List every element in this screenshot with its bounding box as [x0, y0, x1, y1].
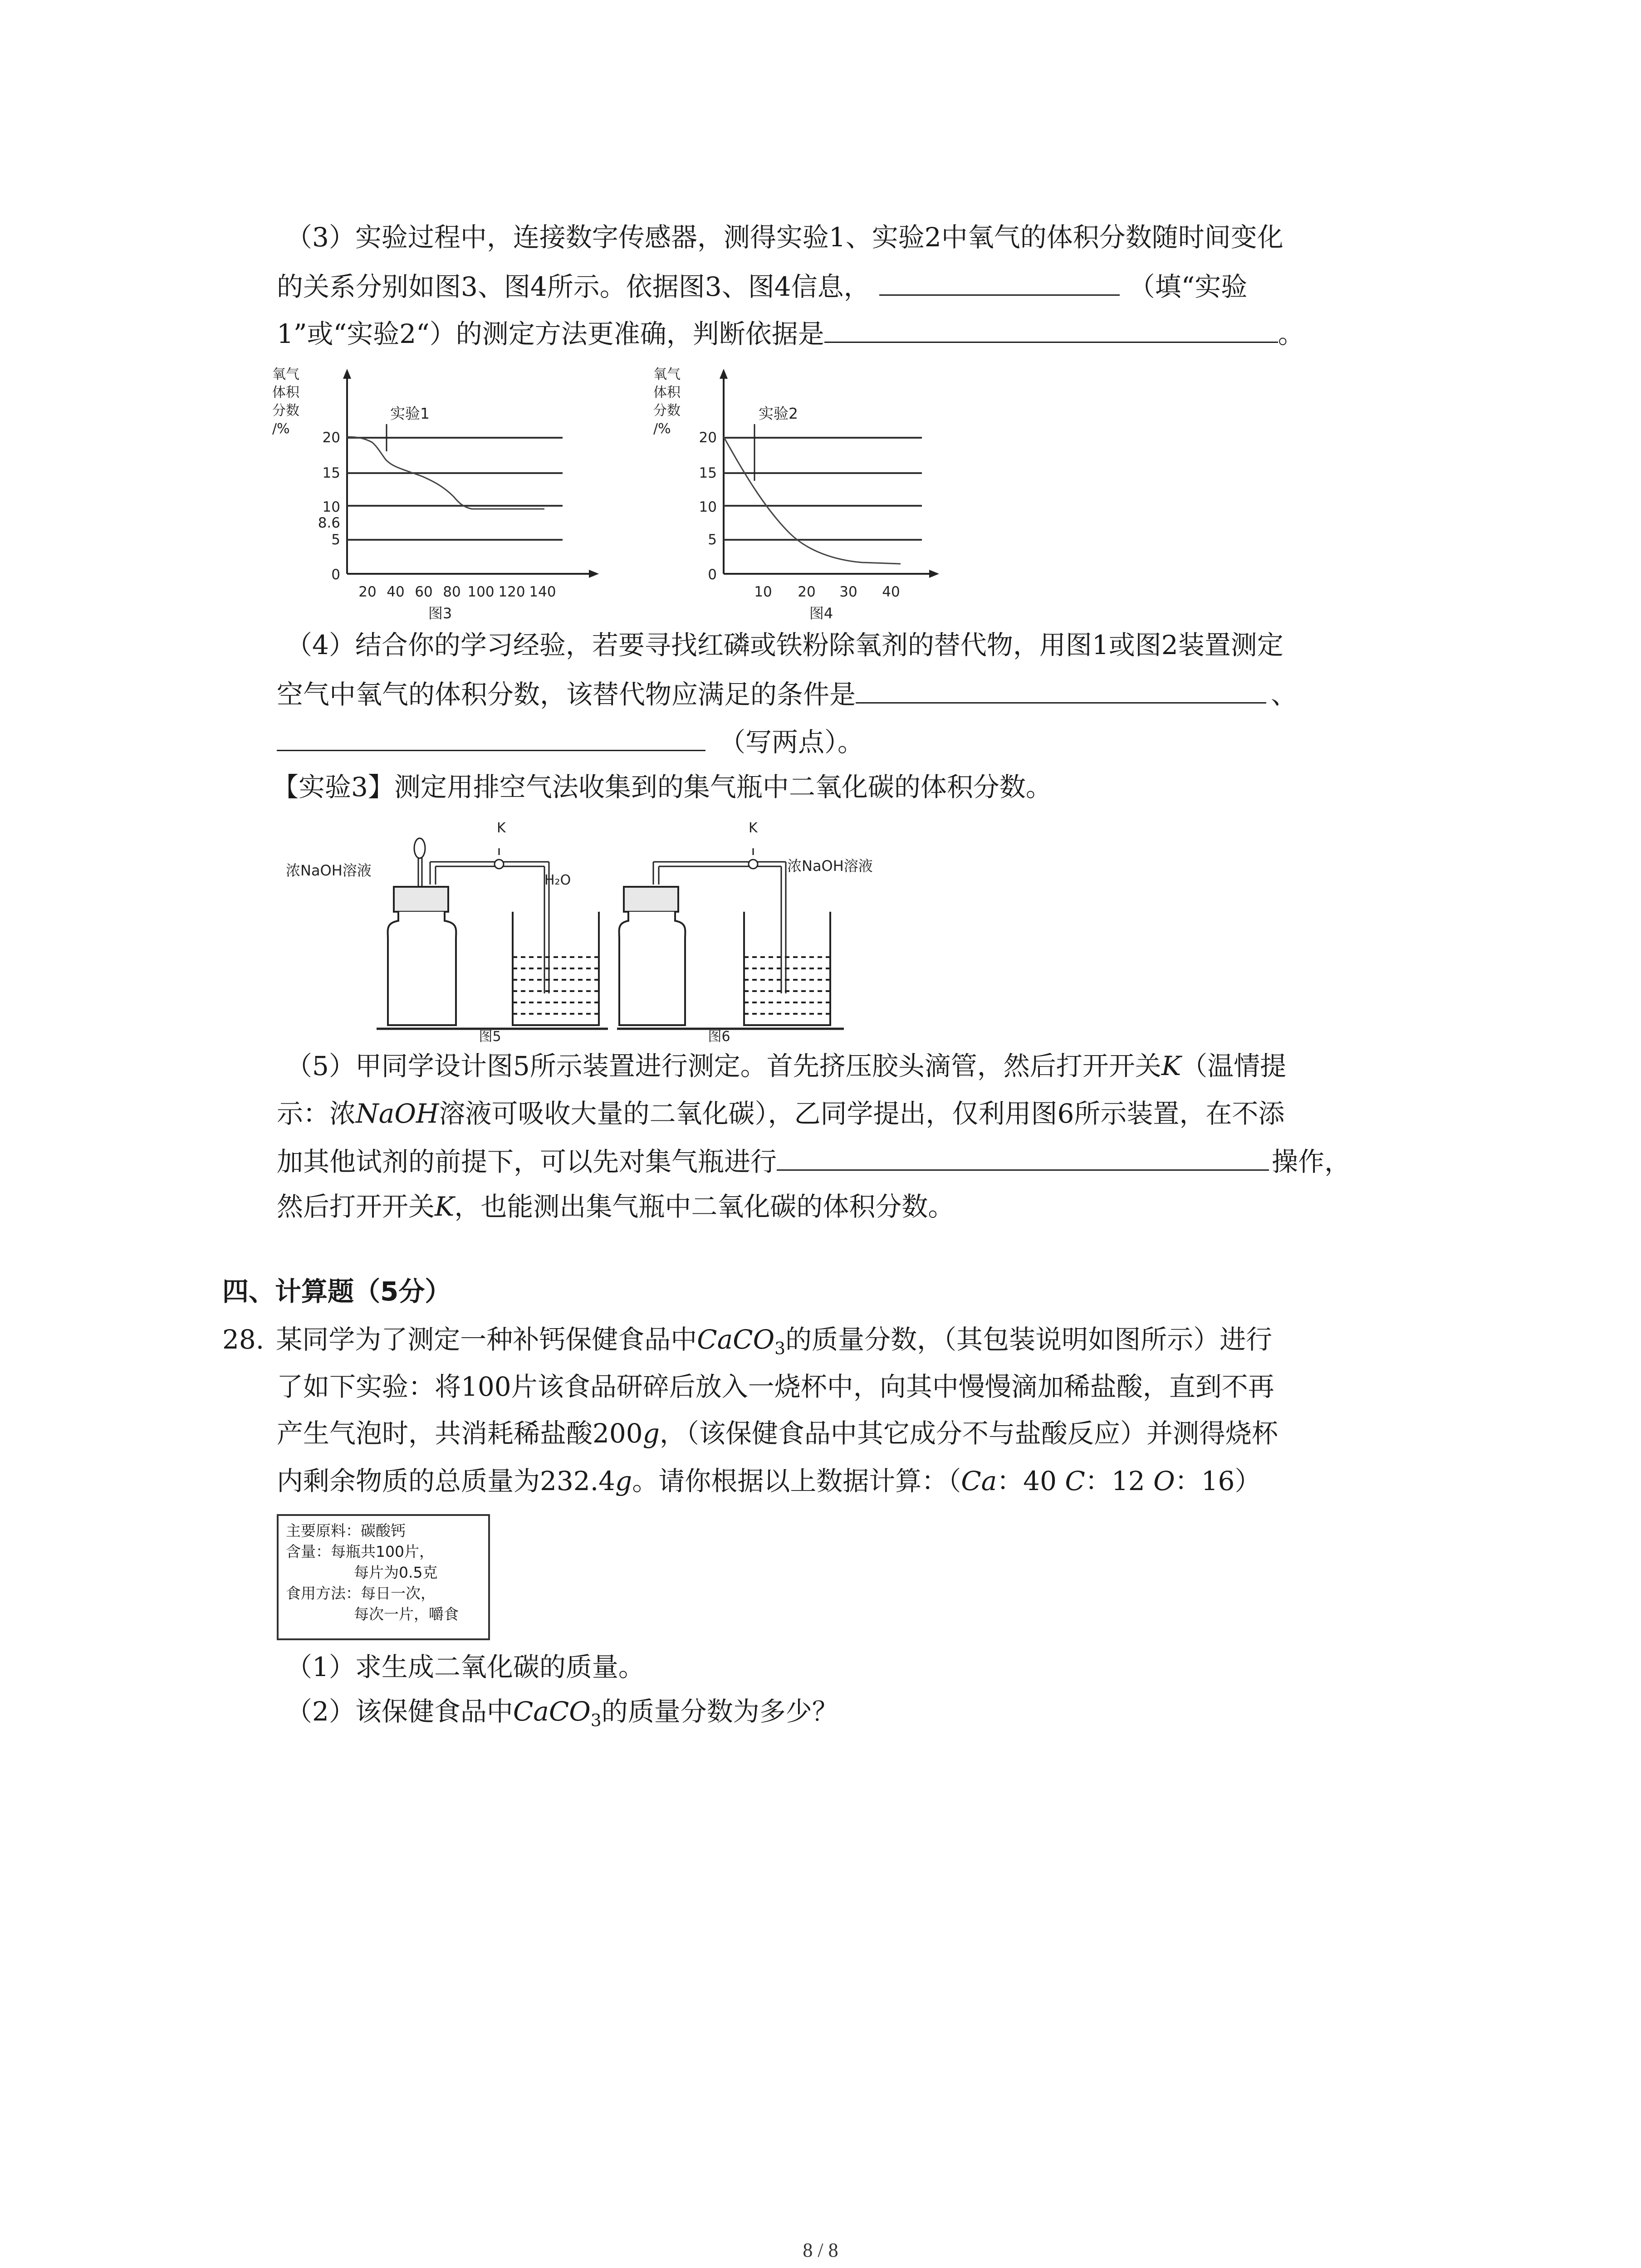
svg-text:0: 0 [708, 567, 717, 583]
grid-lines [724, 438, 922, 540]
svg-text:5: 5 [331, 532, 340, 548]
label-line: 食用方法：每日一次， [286, 1584, 436, 1602]
svg-text:40: 40 [882, 584, 900, 600]
y-axis-label [653, 367, 681, 437]
svg-text:分数: 分数 [272, 403, 299, 419]
q5-line3: 加其他试剂的前提下，可以先对集气瓶进行 操作， [277, 1144, 1351, 1178]
svg-text:10: 10 [322, 499, 340, 515]
q4-line3: （写两点）。 [277, 724, 864, 758]
figure-5-apparatus [277, 812, 612, 1043]
gas-bottle-icon [619, 887, 686, 1025]
beaker-icon [744, 912, 830, 1025]
x-tick-labels [754, 584, 900, 600]
label-line: 含量：每瓶共100片， [286, 1543, 434, 1560]
answer-blank[interactable] [824, 316, 1278, 343]
y-tick-labels [318, 430, 340, 583]
q28-sub1: （1）求生成二氧化碳的质量。 [286, 1652, 645, 1682]
x-tick-labels [358, 584, 556, 600]
figure-6-apparatus [617, 812, 907, 1043]
y-axis-label [272, 367, 300, 437]
figure-caption: 图3 [428, 605, 452, 622]
page-number: 8 / 8 [803, 2239, 838, 2261]
naoh-label: 浓NaOH溶液 [286, 862, 372, 879]
q5-line4: 然后打开开关K，也能测出集气瓶中二氧化碳的体积分数。 [277, 1191, 955, 1222]
gas-bottle-icon [388, 887, 456, 1025]
svg-text:氧气: 氧气 [653, 367, 681, 382]
q4-line1: （4）结合你的学习经验，若要寻找红磷或铁粉除氧剂的替代物，用图1或图2装置测定 [286, 630, 1283, 660]
figure-caption: 图5 [479, 1029, 501, 1043]
svg-text:体积: 体积 [272, 385, 299, 401]
product-label-box [277, 1514, 490, 1640]
series-label: 实验2 [759, 405, 798, 422]
svg-text:20: 20 [358, 584, 377, 600]
q4-line2: 空气中氧气的体积分数，该替代物应满足的条件是 、 [277, 677, 1297, 710]
svg-text:体积: 体积 [653, 385, 681, 401]
svg-text:15: 15 [699, 465, 717, 481]
svg-text:分数: 分数 [653, 403, 681, 419]
svg-text:120: 120 [498, 584, 525, 600]
answer-blank[interactable] [879, 269, 1120, 296]
svg-text:/%: /% [653, 421, 671, 437]
grid-lines [347, 438, 563, 540]
y-tick-labels [699, 430, 717, 583]
figure-3-chart [272, 361, 599, 624]
q3-line2: 的关系分别如图3、图4所示。依据图3、图4信息， （填“实验 [277, 269, 1247, 303]
answer-blank[interactable] [856, 677, 1266, 704]
svg-text:20: 20 [699, 430, 717, 446]
svg-text:20: 20 [322, 430, 340, 446]
svg-text:80: 80 [443, 584, 461, 600]
water-label: H₂O [544, 872, 571, 888]
answer-blank[interactable] [277, 724, 705, 751]
svg-text:10: 10 [699, 499, 717, 515]
svg-text:100: 100 [467, 584, 495, 600]
svg-text:/%: /% [272, 421, 290, 437]
svg-text:60: 60 [415, 584, 433, 600]
svg-text:15: 15 [322, 465, 340, 481]
q28-line4: 内剩余物质的总质量为232.4g。请你根据以上数据计算：（Ca：40 C：12 O：16） [277, 1466, 1261, 1496]
svg-text:8.6: 8.6 [318, 515, 340, 531]
svg-text:氧气: 氧气 [272, 367, 299, 382]
label-line: 主要原料：碳酸钙 [286, 1522, 406, 1540]
valve-k-label: K [749, 820, 758, 836]
q3-line1: （3）实验过程中，连接数字传感器，测得实验1、实验2中氧气的体积分数随时间变化 [286, 222, 1283, 253]
label-line: 每次一片，嚼食 [354, 1605, 459, 1623]
series-label: 实验1 [390, 405, 430, 422]
q28-line3: 产生气泡时，共消耗稀盐酸200g，（该保健食品中其它成分不与盐酸反应）并测得烧杯 [277, 1418, 1278, 1449]
answer-blank[interactable] [777, 1144, 1269, 1171]
valve-k-label: K [497, 820, 506, 836]
figure-caption: 图6 [708, 1029, 730, 1043]
q5-line2: 示：浓NaOH溶液可吸收大量的二氧化碳），乙同学提出，仅利用图6所示装置，在不添 [277, 1098, 1285, 1129]
q28-sub2: （2）该保健食品中CaCO$_3$的质量分数为多少？ [286, 1696, 838, 1730]
q3-line3: 1”或“实验2“）的测定方法更准确，判断依据是 。 [277, 316, 1304, 350]
beaker-icon [513, 912, 599, 1025]
q5-line1: （5）甲同学设计图5所示装置进行测定。首先挤压胶头滴管，然后打开开关K（温情提 [286, 1051, 1287, 1081]
q28-line1: 28. 某同学为了测定一种补钙保健食品中CaCO$_3$的质量分数，（其包装说明如图所示）进行 [222, 1324, 1273, 1359]
svg-text:20: 20 [798, 584, 816, 600]
figure-caption: 图4 [809, 605, 833, 622]
figure-4-chart [644, 361, 971, 624]
svg-text:10: 10 [754, 584, 772, 600]
svg-text:5: 5 [708, 532, 717, 548]
series-line-experiment-2 [724, 437, 901, 564]
label-line: 每片为0.5克 [354, 1564, 438, 1581]
naoh-label: 浓NaOH溶液 [787, 857, 873, 875]
svg-text:30: 30 [839, 584, 857, 600]
q28-line2: 了如下实验：将100片该食品研碎后放入一烧杯中，向其中慢慢滴加稀盐酸，直到不再 [277, 1371, 1274, 1402]
experiment-3-title: 【实验3】测定用排空气法收集到的集气瓶中二氧化碳的体积分数。 [272, 772, 1052, 802]
svg-text:140: 140 [529, 584, 556, 600]
svg-text:0: 0 [331, 567, 340, 583]
section-heading: 四、计算题（5分） [222, 1276, 451, 1307]
svg-text:40: 40 [387, 584, 405, 600]
